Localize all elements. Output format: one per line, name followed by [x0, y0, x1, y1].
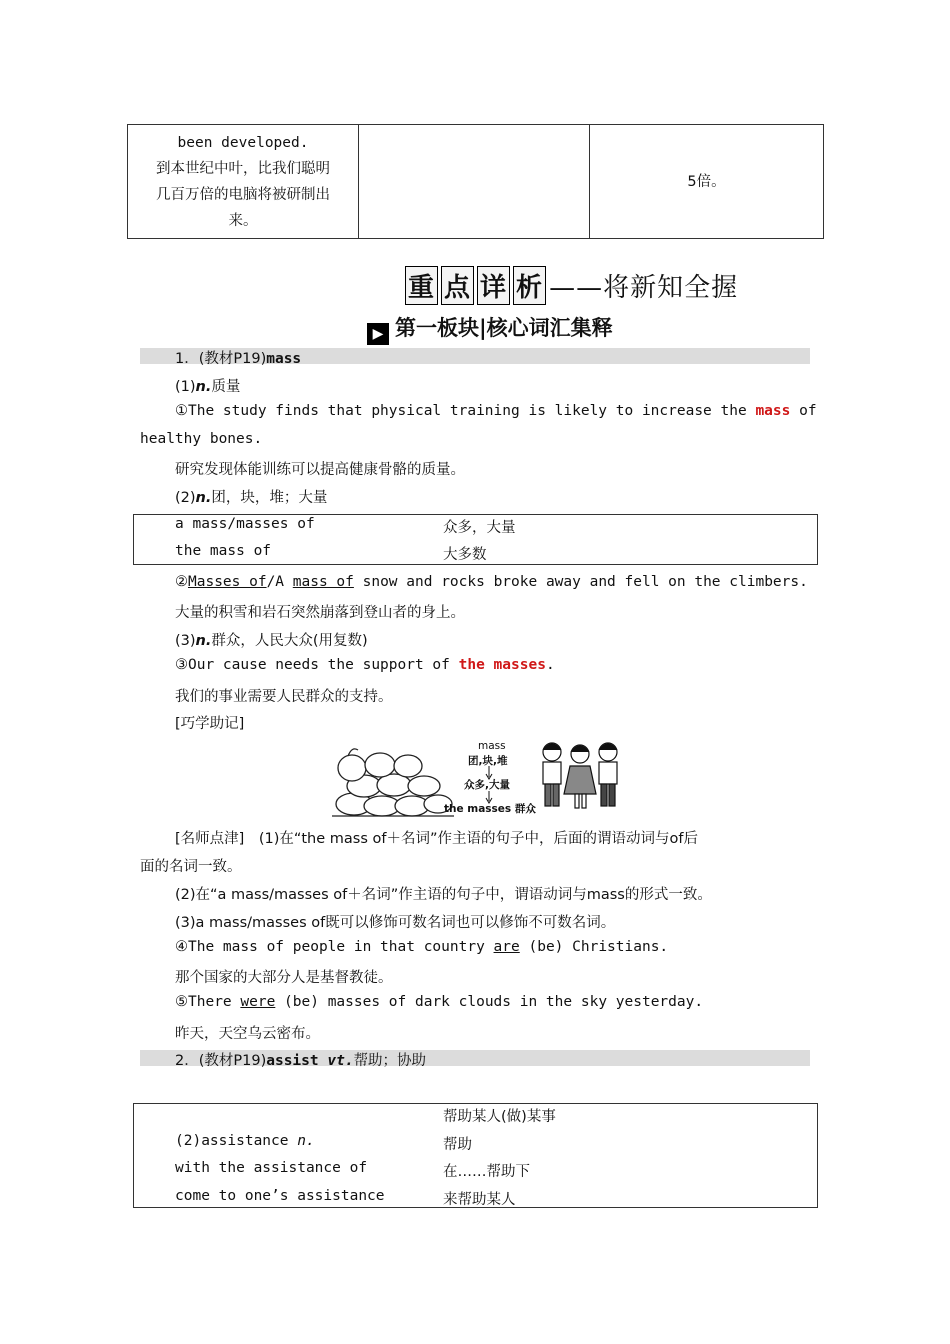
- illus-word: the masses 群众: [444, 803, 536, 815]
- sense-1: [175, 375, 240, 396]
- example-1-cont: healthy bones.: [140, 431, 263, 447]
- sense-label: (3): [175, 633, 196, 649]
- headword-mass: mass: [266, 351, 302, 367]
- example-4: [175, 939, 668, 955]
- table-cell-empty: [359, 125, 590, 239]
- example-4-translation: 那个国家的大部分人是基督教徒。: [175, 970, 393, 986]
- example-text: .: [545, 657, 555, 673]
- answer-blank: are: [493, 939, 520, 955]
- item-1-prefix: 1．(教材P19): [175, 351, 267, 367]
- headword-meaning: 帮助；协助: [353, 1053, 427, 1069]
- example-text: ④The mass of people in that country: [175, 939, 494, 955]
- subtitle-text: 第一板块|核心词汇集释: [395, 316, 613, 340]
- phrase-text: (2)assistance: [175, 1133, 298, 1149]
- table-line: 几百万倍的电脑将被研制出: [156, 186, 330, 203]
- title-char: 点: [441, 266, 474, 305]
- pile-of-stones-icon: [332, 749, 454, 816]
- illus-word: mass: [478, 740, 506, 752]
- section-title: [405, 266, 738, 305]
- example-text: (be) Christians.: [519, 939, 669, 955]
- highlight-word: mass: [755, 403, 791, 419]
- phrase-cn: 众多，大量: [443, 520, 516, 536]
- teacher-note-1-cont: 面的名词一致。: [140, 859, 242, 875]
- title-char: 详: [477, 266, 510, 305]
- phrase-en: the mass of: [175, 543, 272, 559]
- pos-label: n.: [195, 633, 212, 649]
- table-cell-note: 5倍。: [590, 125, 824, 239]
- teacher-note-2: (2)在“a mass/masses of＋名词”作主语的句子中，谓语动词与mass的形式一致。: [175, 887, 712, 903]
- example-3: [175, 657, 555, 673]
- example-5-translation: 昨天，天空乌云密布。: [175, 1026, 320, 1042]
- sense-text: 团，块，堆；大量: [211, 490, 328, 506]
- example-1: [175, 403, 817, 419]
- section-subtitle: [367, 312, 613, 345]
- table-line: been developed.: [177, 134, 309, 151]
- example-text: (be) masses of dark clouds in the sky yesterday.: [275, 994, 704, 1010]
- sense-label: (2): [175, 490, 196, 506]
- children-icon: [543, 743, 617, 808]
- phrase-en: [175, 1133, 315, 1149]
- item-1-heading: [175, 347, 301, 368]
- example-text: snow and rocks broke away and fell on the climbers.: [353, 574, 808, 590]
- sense-text: 质量: [211, 379, 241, 395]
- example-text: of: [790, 403, 817, 419]
- phrase-cn: 来帮助某人: [443, 1192, 516, 1208]
- pos-label: vt.: [327, 1053, 354, 1069]
- table-line: 到本世纪中叶，比我们聪明: [156, 160, 330, 177]
- phrase-cn: 帮助某人(做)某事: [443, 1109, 556, 1125]
- example-text: ③Our cause needs the support of: [175, 657, 459, 673]
- table-line: 来。: [228, 212, 258, 229]
- illus-word: 团,块,堆: [468, 755, 508, 767]
- example-3-translation: 我们的事业需要人民群众的支持。: [175, 689, 393, 705]
- example-text: /A: [266, 574, 293, 590]
- phrase-cn: 在……帮助下: [443, 1164, 530, 1180]
- illus-word: 众多,大量: [464, 779, 510, 791]
- example-1-translation: 研究发现体能训练可以提高健康骨骼的质量。: [175, 462, 465, 478]
- underlined-phrase: Masses of: [188, 574, 267, 590]
- phrase-en: with the assistance of: [175, 1160, 368, 1176]
- item-2-prefix: 2．(教材P19): [175, 1053, 267, 1069]
- continuation-table: [127, 124, 824, 239]
- phrase-cn: 帮助: [443, 1137, 472, 1153]
- sense-3: [175, 629, 368, 650]
- title-rest: ——将新知全握: [549, 273, 739, 303]
- phrase-en: a mass/masses of: [175, 516, 315, 532]
- example-text: ①The study finds that physical training is likely to increase the: [175, 403, 756, 419]
- title-char: 析: [513, 266, 546, 305]
- play-icon: ▶: [367, 323, 389, 345]
- phrase-cn: 大多数: [443, 547, 487, 563]
- teacher-note-1: [名师点津] (1)在“the mass of＋名词”作主语的句子中，后面的谓语动词与of后: [175, 831, 698, 847]
- sense-2: [175, 486, 327, 507]
- highlight-phrase: the masses: [458, 657, 546, 673]
- sense-label: (1): [175, 379, 196, 395]
- example-5: [175, 994, 703, 1010]
- phrase-en: come to one’s assistance: [175, 1188, 385, 1204]
- sense-text: 群众，人民大众(用复数): [211, 633, 368, 649]
- underlined-phrase: mass of: [292, 574, 354, 590]
- pos-label: n.: [195, 490, 212, 506]
- example-text: ⑤There: [175, 994, 241, 1010]
- example-2: [175, 574, 808, 590]
- teacher-note-3: (3)a mass/masses of既可以修饰可数名词也可以修饰不可数名词。: [175, 915, 616, 931]
- headword-assist: assist: [266, 1053, 319, 1069]
- title-char: 重: [405, 266, 438, 305]
- table-cell-sentence: [128, 125, 359, 239]
- answer-blank: were: [240, 994, 276, 1010]
- pos-label: n.: [297, 1133, 315, 1149]
- example-text: ②: [175, 574, 188, 590]
- item-2-heading: [175, 1049, 426, 1070]
- memo-label: [巧学助记]: [175, 716, 245, 732]
- pos-label: n.: [195, 379, 212, 395]
- memory-illustration: [330, 738, 620, 820]
- example-2-translation: 大量的积雪和岩石突然崩落到登山者的身上。: [175, 605, 465, 621]
